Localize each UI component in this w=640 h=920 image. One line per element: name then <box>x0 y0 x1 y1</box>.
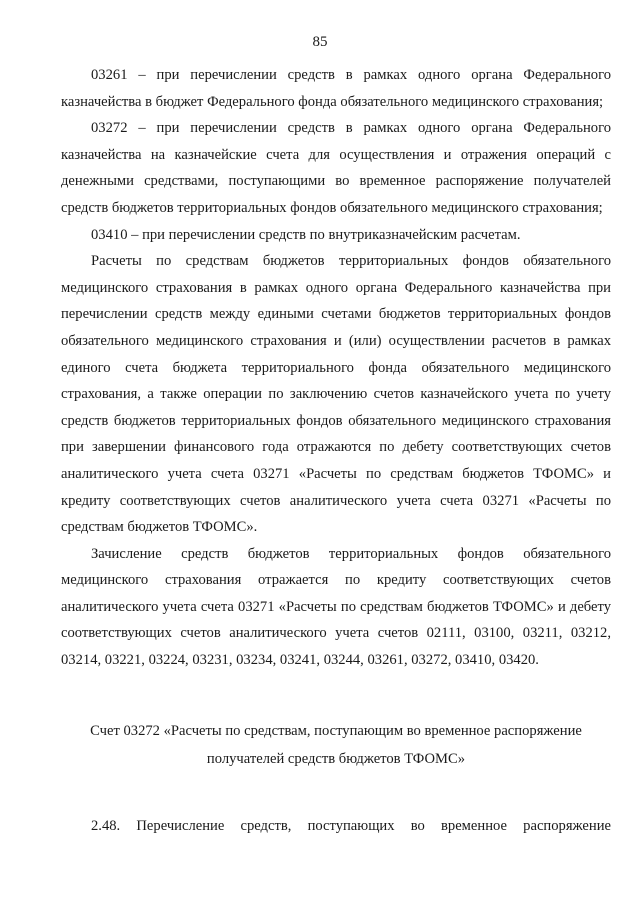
paragraph-settlements: Расчеты по средствам бюджетов территориальных фондов обязательного медицинского страхования в рамках одного органа Федерального казначейства при перечислении средств между едиными счетами бюджетов территориальных фондов обязательного медицинского страхования и (или) осуществлении расчетов в рамках единого счета бюджета территориального фонда обязательного медицинского страхования, а также операции по заключению счетов казначейского учета по учету средств бюджетов территориальных фондов обязательного медицинского страхования при завершении финансового года отражаются по дебету соответствующих счетов аналитического учета счета 03271 «Расчеты по средствам бюджетов ТФОМС» и кредиту соответствующих счетов аналитического учета счета 03271 «Расчеты по средствам бюджетов ТФОМС». <box>61 253 611 536</box>
paragraph-03261: 03261 – при перечислении средств в рамках одного органа Федерального казначейства в бюджет Федерального фонда обязательного медицинского страхования; <box>61 67 611 110</box>
paragraph-03272: 03272 – при перечислении средств в рамках одного органа Федерального казначейства на казначейские счета для осуществления и отражения операций с денежными средствами, поступающими во временное распоряжение получателей средств бюджетов территориальных фондов обязательного медицинского страхования; <box>61 120 611 216</box>
paragraph-crediting: Зачисление средств бюджетов территориальных фондов обязательного медицинского страхования отражается по кредиту соответствующих счетов аналитического учета счета 03271 «Расчеты по средствам бюджетов ТФОМС» и дебету соответствующих счетов аналитического учета счетов 02111, 03100, 03211, 03212, 03214, 03221, 03224, 03231, 03234, 03241, 03244, 03261, 03272, 03410, 03420. <box>61 545 611 669</box>
paragraph-2-48: 2.48. Перечисление средств, поступающих во временное распоряжение <box>91 817 611 834</box>
page-number: 85 <box>312 34 328 50</box>
document-body <box>61 62 611 839</box>
paragraph-03410: 03410 – при перечислении средств по внутриказначейским расчетам. <box>91 226 521 243</box>
section-heading <box>61 717 611 773</box>
section-heading-line-1: Счет 03272 «Расчеты по средствам, поступающим во временное распоряжение <box>90 722 582 739</box>
section-heading-line-2: получателей средств бюджетов ТФОМС» <box>206 750 466 767</box>
